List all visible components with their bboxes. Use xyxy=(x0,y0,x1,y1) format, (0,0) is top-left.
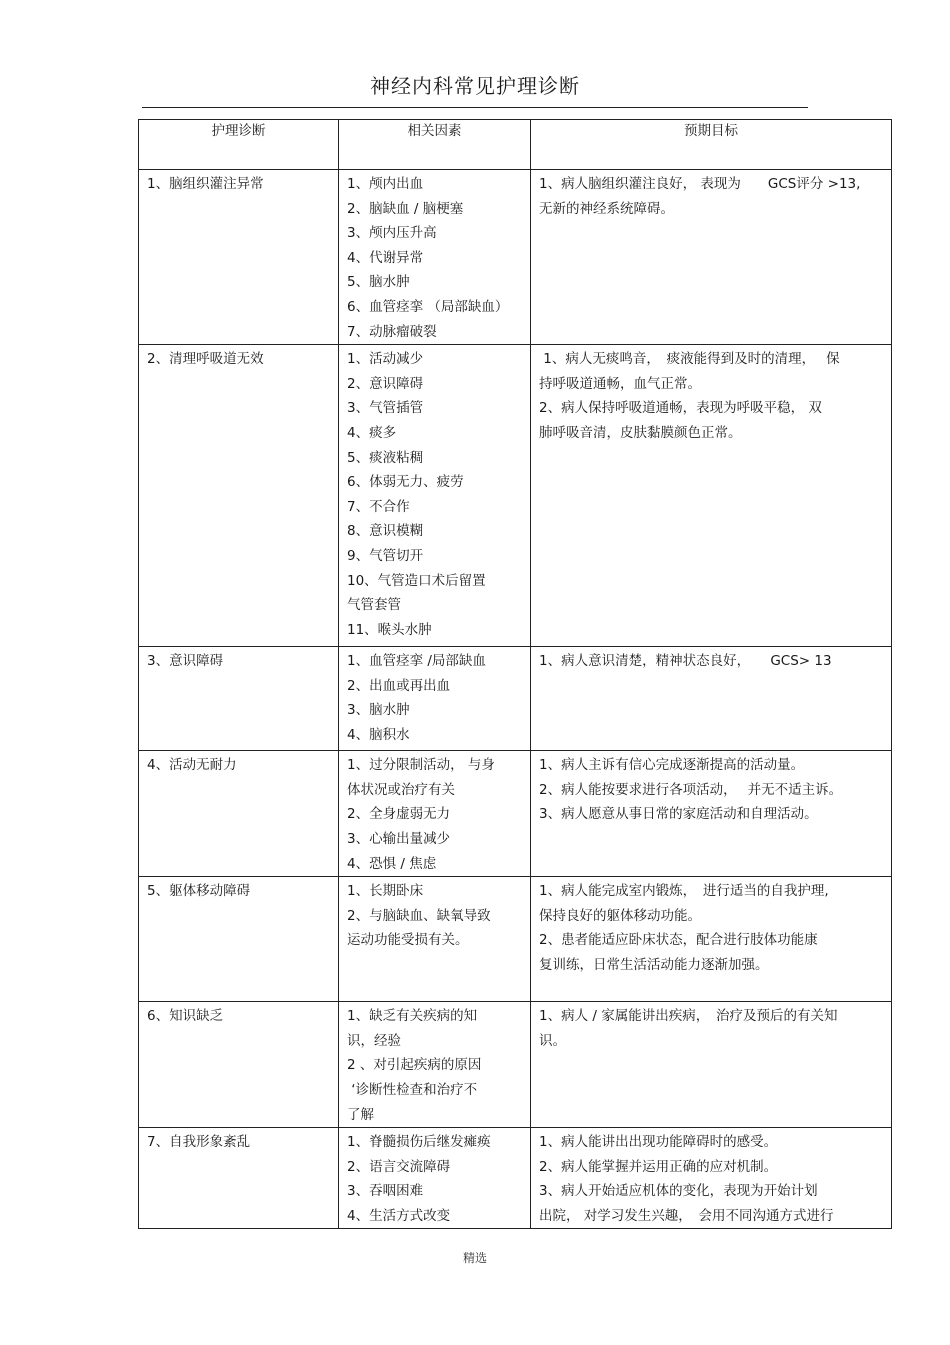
diagnosis-cell xyxy=(139,345,339,647)
goal-line: 2、病人能掌握并运用正确的应对机制。 xyxy=(539,1158,778,1175)
diagnosis-cell xyxy=(139,877,339,1002)
diagnosis-text: 7、自我形象紊乱 xyxy=(147,1134,251,1151)
goal-line: 出院， 对学习发生兴趣， 会用不同沟通方式进行 xyxy=(539,1207,834,1224)
goal-line: 1、病人无痰鸣音， 痰液能得到及时的清理， 保 xyxy=(539,351,840,368)
factor-item: 2 、对引起疾病的原因 xyxy=(347,1057,482,1074)
factor-item: ‘诊断性检查和治疗不 xyxy=(347,1081,478,1098)
table-row xyxy=(139,1128,892,1229)
factor-item: 9、气管切开 xyxy=(347,547,424,564)
factor-item: 1、活动减少 xyxy=(347,351,424,368)
goals-cell xyxy=(531,647,892,751)
goals-cell xyxy=(531,751,892,877)
goal-line: 持呼吸道通畅，血气正常。 xyxy=(539,375,701,392)
goal-line: 1、病人 / 家属能讲出疾病， 治疗及预后的有关知 xyxy=(539,1008,838,1025)
factors-cell xyxy=(339,170,531,345)
goals-cell xyxy=(531,170,892,345)
goal-line: 1、病人意识清楚，精神状态良好， GCS> 13 xyxy=(539,653,832,670)
table-row xyxy=(139,647,892,751)
factor-item: 7、动脉瘤破裂 xyxy=(347,323,437,340)
factor-item: 5、脑水肿 xyxy=(347,274,410,291)
factor-item: 3、吞咽困难 xyxy=(347,1183,424,1200)
factor-item: 3、脑水肿 xyxy=(347,702,410,719)
goal-line: 无新的神经系统障碍。 xyxy=(539,200,674,217)
page-footer: 精选 xyxy=(462,1251,487,1265)
factor-item: 6、血管痉挛 （局部缺血） xyxy=(347,298,509,315)
table-row xyxy=(139,877,892,1002)
goal-line: 1、病人主诉有信心完成逐渐提高的活动量。 xyxy=(539,757,805,774)
factor-item: 4、代谢异常 xyxy=(347,249,424,266)
factor-item: 气管套管 xyxy=(347,597,401,614)
header-factors: 相关因素 xyxy=(339,120,531,170)
nursing-diagnosis-table xyxy=(138,119,892,1229)
diagnosis-cell xyxy=(139,1002,339,1128)
goal-line: 2、患者能适应卧床状态，配合进行肢体功能康 xyxy=(539,932,818,949)
factor-item: 6、体弱无力、疲劳 xyxy=(347,474,464,491)
factor-item: 了解 xyxy=(347,1106,374,1123)
title-underline xyxy=(142,107,808,108)
goals-cell xyxy=(531,1128,892,1229)
diagnosis-text: 6、知识缺乏 xyxy=(147,1008,224,1025)
goal-line: 肺呼吸音清，皮肤黏膜颜色正常。 xyxy=(539,424,742,441)
factor-item: 1、颅内出血 xyxy=(347,176,424,192)
factor-item: 3、气管插管 xyxy=(347,400,424,417)
goal-line: 复训练，日常生活活动能力逐渐加强。 xyxy=(539,956,769,973)
table-row xyxy=(139,170,892,345)
diagnosis-text: 1、脑组织灌注异常 xyxy=(147,176,264,192)
factors-cell xyxy=(339,647,531,751)
goal-line: 1、病人脑组织灌注良好， 表现为 GCS评分 >13, xyxy=(539,176,861,192)
page-title: 神经内科常见护理诊断 xyxy=(370,74,580,98)
factor-item: 11、喉头水肿 xyxy=(347,621,432,638)
diagnosis-cell xyxy=(139,1128,339,1229)
goal-line: 识。 xyxy=(539,1032,566,1049)
factors-cell xyxy=(339,1002,531,1128)
factor-item: 1、过分限制活动， 与身 xyxy=(347,757,495,774)
goal-line: 1、病人能完成室内锻炼， 进行适当的自我护理, xyxy=(539,883,829,900)
factor-item: 1、脊髓损伤后继发瘫痪 xyxy=(347,1134,491,1151)
factor-item: 1、缺乏有关疾病的知 xyxy=(347,1008,478,1025)
factor-item: 2、与脑缺血、缺氧导致 xyxy=(347,907,491,924)
goal-line: 3、病人开始适应机体的变化，表现为开始计划 xyxy=(539,1183,818,1200)
factor-item: 5、痰液粘稠 xyxy=(347,449,424,466)
factor-item: 1、长期卧床 xyxy=(347,883,424,900)
factor-item: 8、意识模糊 xyxy=(347,523,424,540)
factor-item: 4、恐惧 / 焦虑 xyxy=(347,855,437,872)
factor-item: 3、心输出量减少 xyxy=(347,830,451,847)
factors-cell xyxy=(339,1128,531,1229)
goal-line: 保持良好的躯体移动功能。 xyxy=(539,907,701,924)
diagnosis-cell xyxy=(139,647,339,751)
goal-line: 3、病人愿意从事日常的家庭活动和自理活动。 xyxy=(539,806,818,823)
factor-item: 体状况或治疗有关 xyxy=(347,781,455,798)
header-goals: 预期目标 xyxy=(531,120,892,170)
factor-item: 2、语言交流障碍 xyxy=(347,1158,451,1175)
table-row xyxy=(139,751,892,877)
diagnosis-cell xyxy=(139,170,339,345)
factor-item: 运动功能受损有关。 xyxy=(347,932,469,949)
factor-item: 4、痰多 xyxy=(347,424,397,441)
factor-item: 2、意识障碍 xyxy=(347,375,424,392)
factor-item: 2、全身虚弱无力 xyxy=(347,806,451,823)
diagnosis-text: 4、活动无耐力 xyxy=(147,757,237,774)
table-row xyxy=(139,345,892,647)
factors-cell xyxy=(339,751,531,877)
diagnosis-cell xyxy=(139,751,339,877)
goals-cell xyxy=(531,877,892,1002)
diagnosis-text: 3、意识障碍 xyxy=(147,653,224,670)
goals-cell xyxy=(531,345,892,647)
factor-item: 3、颅内压升高 xyxy=(347,225,437,242)
factor-item: 4、生活方式改变 xyxy=(347,1207,451,1224)
goal-line: 2、病人保持呼吸道通畅，表现为呼吸平稳， 双 xyxy=(539,400,822,417)
factors-cell xyxy=(339,877,531,1002)
factors-cell xyxy=(339,345,531,647)
header-diagnosis: 护理诊断 xyxy=(139,120,339,170)
factor-item: 7、不合作 xyxy=(347,498,410,515)
goals-cell xyxy=(531,1002,892,1128)
factor-item: 2、出血或再出血 xyxy=(347,677,451,694)
factor-item: 4、脑积水 xyxy=(347,726,410,743)
table-row xyxy=(139,1002,892,1128)
factor-item: 1、血管痉挛 /局部缺血 xyxy=(347,653,486,670)
diagnosis-text: 5、躯体移动障碍 xyxy=(147,883,251,900)
goal-line: 1、病人能讲出出现功能障碍时的感受。 xyxy=(539,1134,778,1151)
goal-line: 2、病人能按要求进行各项活动， 并无不适主诉。 xyxy=(539,781,843,798)
factor-item: 2、脑缺血 / 脑梗塞 xyxy=(347,200,464,217)
diagnosis-text: 2、清理呼吸道无效 xyxy=(147,351,264,368)
table-header-row xyxy=(139,120,892,170)
factor-item: 10、气管造口术后留置 xyxy=(347,572,486,589)
factor-item: 识，经验 xyxy=(347,1032,401,1049)
